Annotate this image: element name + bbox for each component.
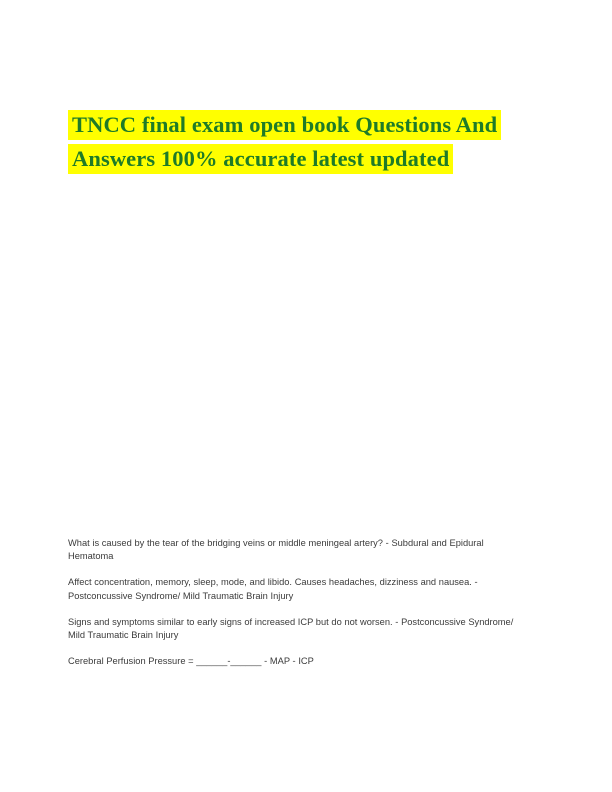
question-answer-list [68, 537, 523, 668]
title-highlight-1: TNCC final exam open book Questions And [68, 110, 501, 140]
qa-item-3: Signs and symptoms similar to early signs of increased ICP but do not worsen. - Postconcussive Syndrome/ Mild Traumatic Brain Injury [68, 616, 514, 641]
qa-item-1: What is caused by the tear of the bridging veins or middle meningeal artery? - Subdural and Epidural Hematoma [68, 538, 484, 562]
page-title [68, 109, 538, 177]
title-highlight-2: Answers 100% accurate latest updated [68, 144, 453, 174]
page-title-line-1 [68, 109, 538, 141]
page-title-line-2 [68, 143, 538, 175]
qa-item-4: Cerebral Perfusion Pressure = ______-______ - MAP - ICP [68, 656, 314, 667]
qa-item-2: Affect concentration, memory, sleep, mode, and libido. Causes headaches, dizziness and nausea. - Postconcussive Syndrome/ Mild Traumatic Brain Injury [68, 577, 478, 601]
